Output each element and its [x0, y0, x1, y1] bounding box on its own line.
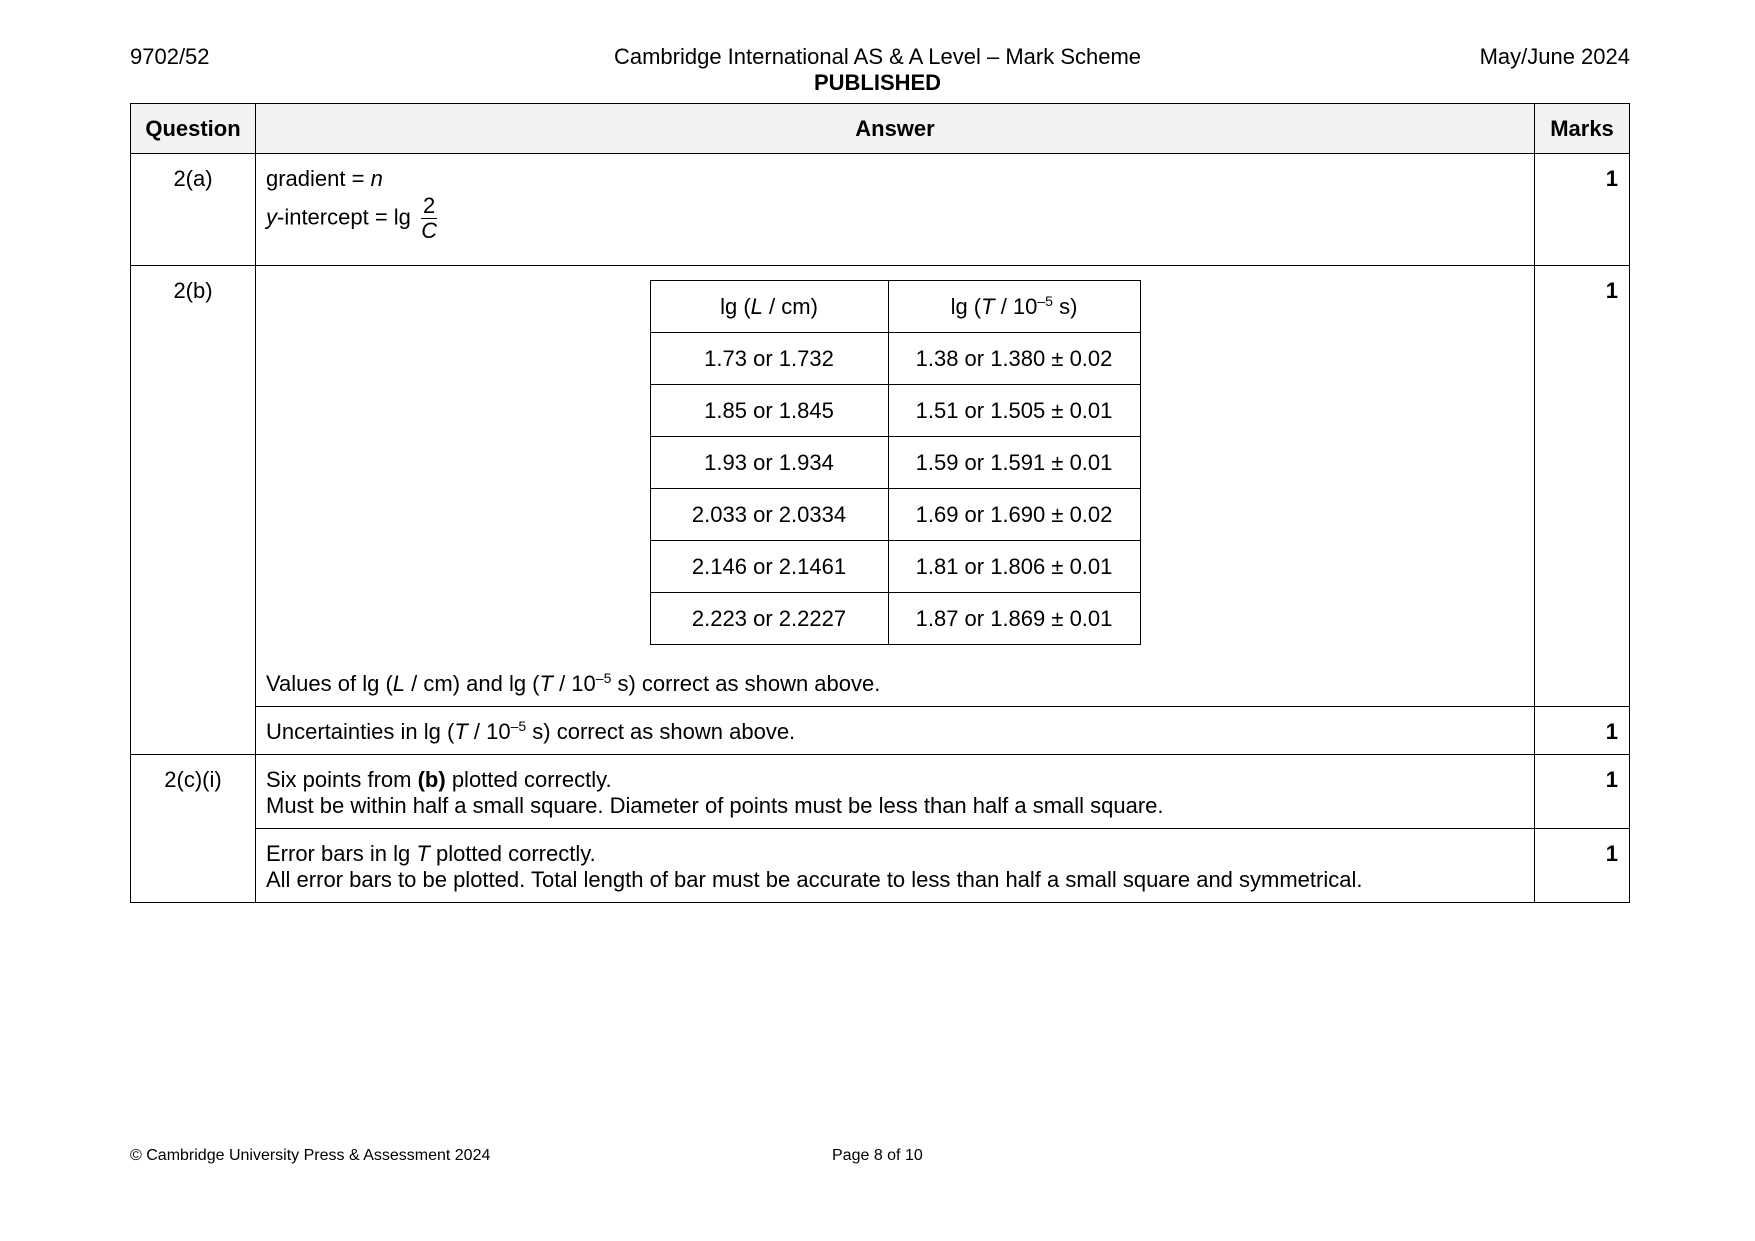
table-row — [131, 266, 1630, 707]
intercept-variable: y — [266, 204, 277, 230]
question-number: 2(c)(i) — [131, 755, 256, 903]
inner-row — [650, 541, 1140, 593]
lgT-value: 1.87 or 1.869 ± 0.01 — [888, 593, 1140, 645]
gradient-text: gradient = — [266, 166, 371, 191]
table-row — [131, 707, 1630, 755]
document-title: Cambridge International AS & A Level – Mark Scheme — [613, 44, 1142, 69]
table-row — [131, 755, 1630, 829]
answer-cell — [256, 829, 1535, 903]
error-bars-line: Error bars in lg T plotted correctly. — [266, 841, 596, 866]
table-row — [131, 829, 1630, 903]
inner-row — [650, 489, 1140, 541]
question-number: 2(b) — [131, 266, 256, 755]
lgL-value: 2.223 or 2.2227 — [650, 593, 888, 645]
inner-row — [650, 593, 1140, 645]
error-bars-detail: All error bars to be plotted. Total length of bar must be accurate to less than half a small square and symmetrical. — [266, 867, 1363, 892]
question-number: 2(a) — [131, 154, 256, 266]
lgT-value: 1.38 or 1.380 ± 0.02 — [888, 333, 1140, 385]
lgL-value: 1.93 or 1.934 — [650, 437, 888, 489]
lgT-value: 1.51 or 1.505 ± 0.01 — [888, 385, 1140, 437]
fraction-denominator: C — [421, 218, 438, 243]
lgT-value: 1.81 or 1.806 ± 0.01 — [888, 541, 1140, 593]
marks-value: 1 — [1535, 154, 1630, 266]
lgL-value: 2.146 or 2.1461 — [650, 541, 888, 593]
answer-cell — [256, 266, 1535, 707]
copyright-notice: © Cambridge University Press & Assessment 2024 — [130, 1147, 491, 1164]
lgT-value: 1.59 or 1.591 ± 0.01 — [888, 437, 1140, 489]
marks-value: 1 — [1535, 707, 1630, 755]
table-row — [131, 154, 1630, 266]
marks-value: 1 — [1535, 755, 1630, 829]
intercept-text: -intercept = lg — [277, 204, 411, 230]
log-values-table — [650, 280, 1141, 645]
lgL-value: 1.73 or 1.732 — [650, 333, 888, 385]
answer-cell — [256, 707, 1535, 755]
inner-row — [650, 385, 1140, 437]
header-answer: Answer — [256, 104, 1535, 154]
paper-code: 9702/52 — [130, 44, 210, 69]
fraction-numerator: 2 — [423, 193, 436, 218]
header-marks: Marks — [1535, 104, 1630, 154]
page-number: Page 8 of 10 — [832, 1147, 923, 1164]
points-detail: Must be within half a small square. Diameter of points must be less than half a small square. — [266, 793, 1164, 818]
intercept-line — [266, 194, 1524, 243]
lgT-value: 1.69 or 1.690 ± 0.02 — [888, 489, 1140, 541]
exam-session: May/June 2024 — [1479, 44, 1630, 69]
marks-value: 1 — [1535, 266, 1630, 707]
lgL-value: 1.85 or 1.845 — [650, 385, 888, 437]
header-question: Question — [131, 104, 256, 154]
inner-header-row — [650, 281, 1140, 333]
published-label: PUBLISHED — [813, 70, 942, 95]
lgL-value: 2.033 or 2.0334 — [650, 489, 888, 541]
inner-row — [650, 437, 1140, 489]
inner-header-lgL: lg (L / cm) — [650, 281, 888, 333]
gradient-variable: n — [370, 166, 383, 191]
table-header-row — [131, 104, 1630, 154]
marks-value: 1 — [1535, 829, 1630, 903]
inner-row — [650, 333, 1140, 385]
inner-header-lgT: $\lg (T / 10^{-5}$ s) — [888, 281, 1140, 333]
gradient-line — [266, 166, 1524, 192]
values-note: Values of lg (L / cm) and $\lg (T / 10^{-5}$ s) correct as shown above. — [266, 670, 881, 696]
points-line: Six points from (b) plotted correctly. — [266, 767, 612, 792]
answer-cell — [256, 154, 1535, 266]
uncertainty-note: Uncertainties in $\lg (T / 10^{-5}$ s) correct as shown above. — [266, 718, 796, 744]
answer-cell — [256, 755, 1535, 829]
mark-scheme-table — [130, 103, 1630, 903]
fraction — [421, 194, 437, 243]
